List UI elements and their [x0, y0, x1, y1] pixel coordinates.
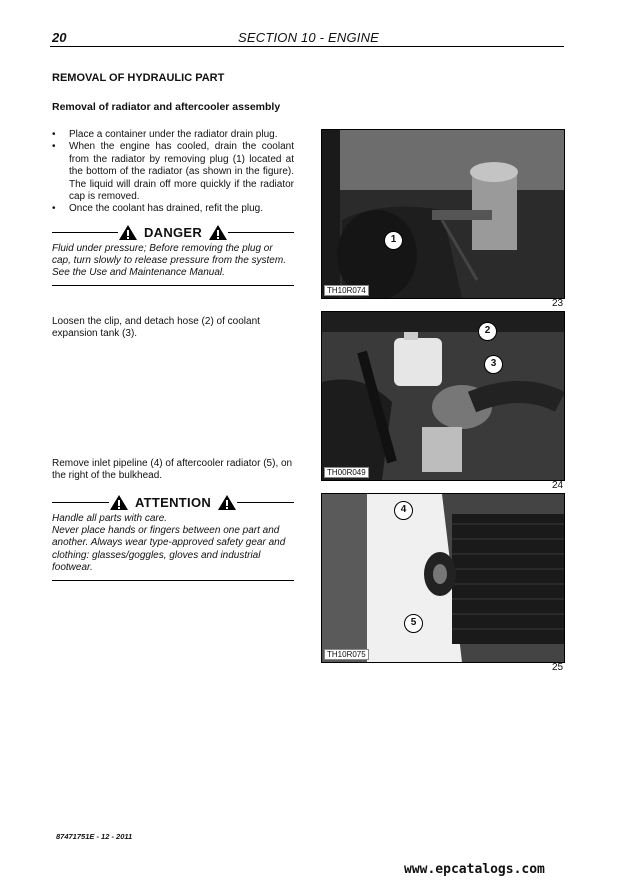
figure-code: TH00R049 — [324, 467, 369, 478]
callout-marker: 3 — [484, 355, 503, 374]
page-title: REMOVAL OF HYDRAULIC PART — [52, 72, 225, 84]
warning-triangle-icon — [118, 224, 138, 241]
website-watermark: www.epcatalogs.com — [404, 862, 545, 877]
warning-rule — [52, 232, 118, 233]
attention-text-2: Never place hands or fingers between one part and another. Always wear type-approved safety gear and clothing: glasses/goggles, gloves and industrial footwear. — [52, 525, 286, 573]
list-item: • Once the coolant has drained, refit the plug. — [52, 203, 264, 215]
document-reference: 87471751E - 12 - 2011 — [56, 832, 133, 841]
warning-triangle-icon — [109, 494, 129, 511]
procedure-subtitle: Removal of radiator and aftercooler assembly — [52, 101, 281, 113]
warning-triangle-icon — [217, 494, 237, 511]
figure-number: 23 — [552, 298, 564, 309]
header-rule — [50, 46, 564, 47]
figure-number: 24 — [552, 480, 564, 491]
danger-title: DANGER — [143, 225, 203, 240]
figure-photo — [321, 493, 565, 663]
step-inlet-text: Remove inlet pipeline (4) of aftercooler radiator (5), on the right of the bulkhead. — [52, 458, 293, 482]
warning-rule — [228, 232, 294, 233]
list-item: • When the engine has cooled, drain the coolant from the radiator by removing plug (1) located at the bottom of the radiator (as shown in the figure). The liquid will drain off more quickly if the radiator cap is removed. — [52, 141, 294, 203]
page-number: 20 — [52, 30, 67, 45]
section-title: SECTION 10 - ENGINE — [238, 30, 380, 45]
warning-triangle-icon — [208, 224, 228, 241]
figure-code: TH10R074 — [324, 285, 369, 296]
attention-title: ATTENTION — [134, 495, 212, 510]
warning-bottom-rule — [52, 285, 294, 286]
figure-photo — [321, 129, 565, 299]
figure-code: TH10R075 — [324, 649, 369, 660]
attention-text-1: Handle all parts with care. — [52, 513, 168, 524]
danger-warning — [52, 224, 294, 286]
bullet-list — [52, 129, 294, 216]
callout-marker: 4 — [394, 501, 413, 520]
figure-number: 25 — [552, 662, 564, 673]
warning-bottom-rule — [52, 580, 294, 581]
danger-text: Fluid under pressure; Before removing the plug or cap, turn slowly to release pressure from the system. See the Use and Maintenance Manual. — [52, 243, 286, 279]
warning-rule — [52, 502, 109, 503]
callout-marker: 5 — [404, 614, 423, 633]
figure-photo — [321, 311, 565, 481]
step-hose-text: Loosen the clip, and detach hose (2) of coolant expansion tank (3). — [52, 316, 260, 340]
callout-marker: 1 — [384, 231, 403, 250]
list-item: • Place a container under the radiator drain plug. — [52, 129, 278, 140]
warning-rule — [237, 502, 294, 503]
attention-warning — [52, 494, 294, 581]
callout-marker: 2 — [478, 322, 497, 341]
